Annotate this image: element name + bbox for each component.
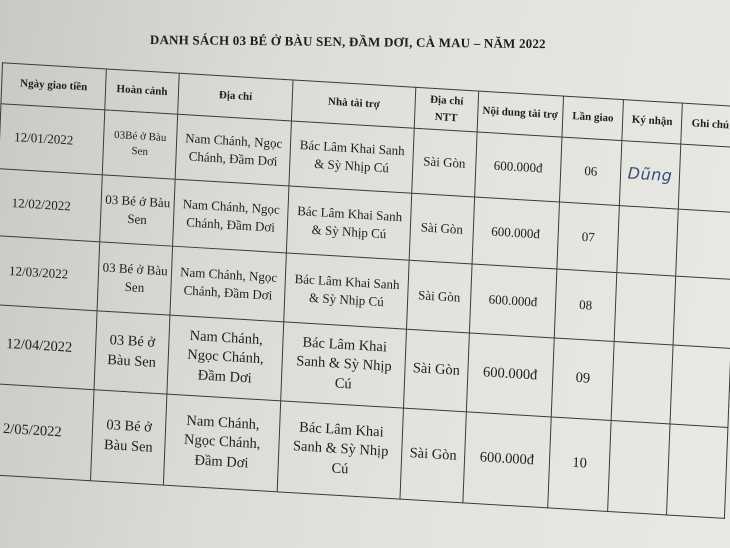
donation-table (0, 62, 730, 519)
cell-amount: 600.000đ (474, 132, 562, 202)
header-situation: Hoàn cảnh (105, 69, 179, 114)
cell-signature (608, 420, 670, 514)
header-date: Ngày giao tiền (1, 63, 106, 110)
cell-amount: 600.000đ (472, 197, 560, 269)
cell-date: 2/05/2022 (0, 384, 94, 481)
cell-signature (615, 273, 676, 345)
cell-sponsor: Bác Lâm Khai Sanh & Sỳ Nhịp Cú (287, 186, 412, 260)
cell-sponsor-address: Sài Gòn (404, 329, 469, 412)
cell-amount: 600.000đ (463, 412, 552, 508)
cell-situation: 03 Bé ở Bàu Sen (91, 390, 167, 485)
header-signature: Ký nhận (622, 100, 682, 144)
cell-address: Nam Chánh, Ngọc Chánh, Đầm Dơi (175, 114, 292, 186)
header-sponsor: Nhà tài trợ (292, 80, 416, 128)
cell-note (675, 209, 730, 279)
cell-sponsor-address: Sài Gòn (409, 193, 474, 264)
cell-sponsor-address: Sài Gòn (400, 408, 466, 503)
cell-sponsor: Bác Lâm Khai Sanh & Sỳ Nhịp Cú (289, 121, 414, 193)
cell-sponsor: Bác Lâm Khai Sanh & Sỳ Nhịp Cú (278, 401, 404, 499)
cell-sponsor-address: Sài Gòn (412, 128, 477, 197)
cell-signature: Dũng (620, 141, 681, 209)
cell-date: 12/01/2022 (0, 104, 105, 175)
table-sheet (0, 62, 730, 519)
cell-sponsor: Bác Lâm Khai Sanh & Sỳ Nhịp Cú (284, 253, 409, 329)
cell-note (666, 424, 728, 518)
cell-sponsor: Bác Lâm Khai Sanh & Sỳ Nhịp Cú (281, 322, 407, 408)
cell-sponsor-address: Sài Gòn (407, 260, 472, 333)
cell-date: 12/03/2022 (0, 236, 100, 311)
cell-situation: 03 Bé ở Bàu Sen (97, 242, 172, 315)
cell-date: 12/04/2022 (0, 305, 97, 390)
cell-situation: 03 Bé ở Bàu Sen (94, 311, 170, 394)
cell-date: 12/02/2022 (0, 169, 102, 242)
cell-situation: 03 Bé ở Bàu Sen (100, 175, 175, 246)
cell-address: Nam Chánh, Ngọc Chánh, Đầm Dơi (173, 179, 290, 253)
cell-situation: 03Bé ở Bàu Sen (102, 110, 177, 179)
header-note: Ghi chú (680, 103, 730, 147)
cell-amount: 600.000đ (469, 264, 557, 338)
cell-signature (617, 206, 678, 276)
header-address: Địa chỉ (178, 73, 294, 121)
cell-signature (611, 342, 672, 424)
cell-note (673, 276, 730, 348)
cell-times: 08 (554, 269, 617, 342)
cell-times: 10 (548, 417, 612, 512)
cell-address: Nam Chánh, Ngọc Chánh, Đầm Dơi (170, 246, 287, 322)
cell-times: 06 (559, 137, 622, 206)
document-title: DANH SÁCH 03 BÉ Ở BÀU SEN, ĐẦM DƠI, CÀ MAU – NĂM 2022 (149, 32, 546, 52)
cell-address: Nam Chánh, Ngọc Chánh, Đầm Dơi (163, 394, 281, 492)
header-amount: Nội dung tài trợ (477, 91, 564, 137)
cell-note (670, 345, 730, 427)
cell-amount: 600.000đ (466, 333, 554, 417)
header-sponsor-address: Địa chỉ NTT (414, 87, 478, 132)
cell-note (678, 144, 730, 212)
header-times: Lần giao (562, 96, 624, 141)
cell-address: Nam Chánh, Ngọc Chánh, Đầm Dơi (167, 315, 284, 401)
cell-times: 09 (551, 338, 614, 421)
cell-times: 07 (557, 202, 620, 273)
